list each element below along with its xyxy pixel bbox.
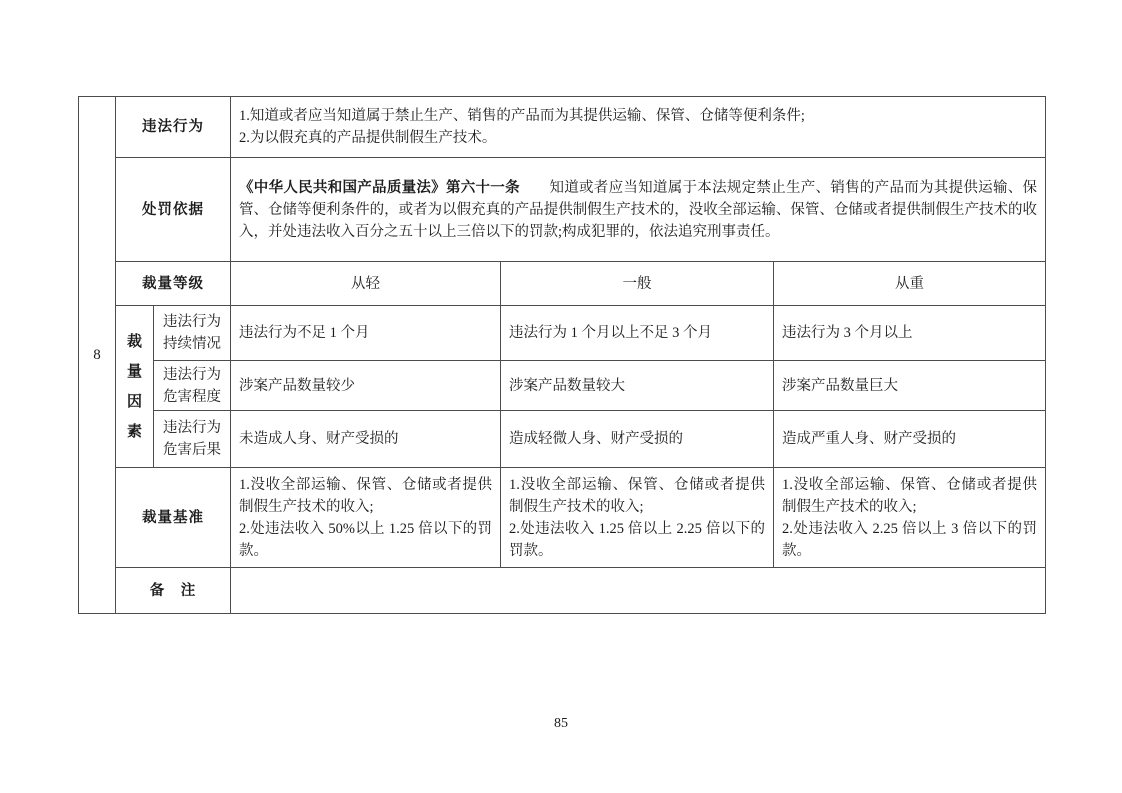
- factor-duration-heavy: 违法行为 3 个月以上: [774, 306, 1046, 361]
- remarks-label: 备 注: [149, 582, 197, 599]
- benchmark-heavy-cell: [774, 468, 1046, 568]
- illegal-act-item-2: 2.为以假充真的产品提供制假生产技术。: [239, 130, 497, 146]
- row-discretion-benchmark: [79, 468, 1046, 568]
- factor-harm-degree-heavy: 涉案产品数量巨大: [774, 361, 1046, 411]
- row-remarks: [79, 568, 1046, 614]
- benchmark-light-item-2: 2.处违法收入 50%以上 1.25 倍以下的罚款。: [239, 520, 492, 559]
- benchmark-light-cell: [231, 468, 501, 568]
- level-light-cell: 从轻: [231, 262, 501, 306]
- illegal-act-content-cell: [231, 97, 1046, 158]
- penalty-basis-label-cell: [116, 158, 231, 262]
- penalty-basis-content-cell: [231, 158, 1046, 262]
- factor-harm-degree-light: 涉案产品数量较少: [231, 361, 501, 411]
- illegal-act-label: 违法行为: [142, 119, 204, 135]
- level-heavy-cell: 从重: [774, 262, 1046, 306]
- row-penalty-basis: [79, 158, 1046, 262]
- page-number: 85: [554, 716, 568, 731]
- factor-duration-label: 违法行为持续情况: [154, 306, 231, 361]
- row-discretion-level: [79, 262, 1046, 306]
- illegal-act-label-cell: [116, 97, 231, 158]
- factor-harm-result-light: 未造成人身、财产受损的: [231, 411, 501, 468]
- row-factor-duration: [79, 306, 1046, 361]
- level-general-cell: 一般: [501, 262, 774, 306]
- entry-index: 8: [93, 347, 101, 363]
- law-text: 知道或者应当知道属于本法规定禁止生产、销售的产品而为其提供运输、保管、仓储等便利条件的，或者为以假充真的产品提供制假生产技术的，没收全部运输、保管、仓储或者提供制假生产技术的收入，并处违法收入百分之五十以上三倍以下的罚款;构成犯罪的，依法追究刑事责任。: [239, 179, 1038, 240]
- factor-harm-degree-general: 涉案产品数量较大: [501, 361, 774, 411]
- benchmark-light-item-1: 1.没收全部运输、保管、仓储或者提供制假生产技术的收入;: [239, 476, 492, 515]
- remarks-label-cell: [116, 568, 231, 614]
- discretion-factors-label: 裁量因素: [126, 332, 142, 440]
- entry-index-cell: [79, 97, 116, 614]
- factor-duration-light: 违法行为不足 1 个月: [231, 306, 501, 361]
- penalty-basis-label: 处罚依据: [142, 201, 204, 218]
- row-illegal-act: [79, 97, 1046, 158]
- factor-harm-result-general: 造成轻微人身、财产受损的: [501, 411, 774, 468]
- discretion-level-label-cell: [116, 262, 231, 306]
- factor-duration-general: 违法行为 1 个月以上不足 3 个月: [501, 306, 774, 361]
- law-citation: 《中华人民共和国产品质量法》第六十一条: [239, 179, 520, 196]
- factor-harm-result-label: 违法行为危害后果: [154, 411, 231, 468]
- benchmark-heavy-item-1: 1.没收全部运输、保管、仓储或者提供制假生产技术的收入;: [782, 476, 1037, 515]
- benchmark-general-cell: [501, 468, 774, 568]
- discretion-benchmark-label-cell: [116, 468, 231, 568]
- benchmark-heavy-item-2: 2.处违法收入 2.25 倍以上 3 倍以下的罚款。: [782, 520, 1037, 559]
- discretion-level-label: 裁量等级: [142, 275, 204, 292]
- factor-harm-degree-label: 违法行为危害程度: [154, 361, 231, 411]
- row-factor-harm-degree: [79, 361, 1046, 411]
- discretion-benchmark-label: 裁量基准: [142, 509, 204, 526]
- row-factor-harm-result: [79, 411, 1046, 468]
- illegal-act-item-1: 1.知道或者应当知道属于禁止生产、销售的产品而为其提供运输、保管、仓储等便利条件;: [239, 108, 805, 124]
- factor-harm-result-heavy: 造成严重人身、财产受损的: [774, 411, 1046, 468]
- benchmark-general-item-1: 1.没收全部运输、保管、仓储或者提供制假生产技术的收入;: [509, 476, 765, 515]
- discretion-factors-label-cell: [116, 306, 154, 468]
- remarks-content-cell: [231, 568, 1046, 614]
- penalty-discretion-table: [78, 96, 1046, 614]
- benchmark-general-item-2: 2.处违法收入 1.25 倍以上 2.25 倍以下的罚款。: [509, 520, 765, 559]
